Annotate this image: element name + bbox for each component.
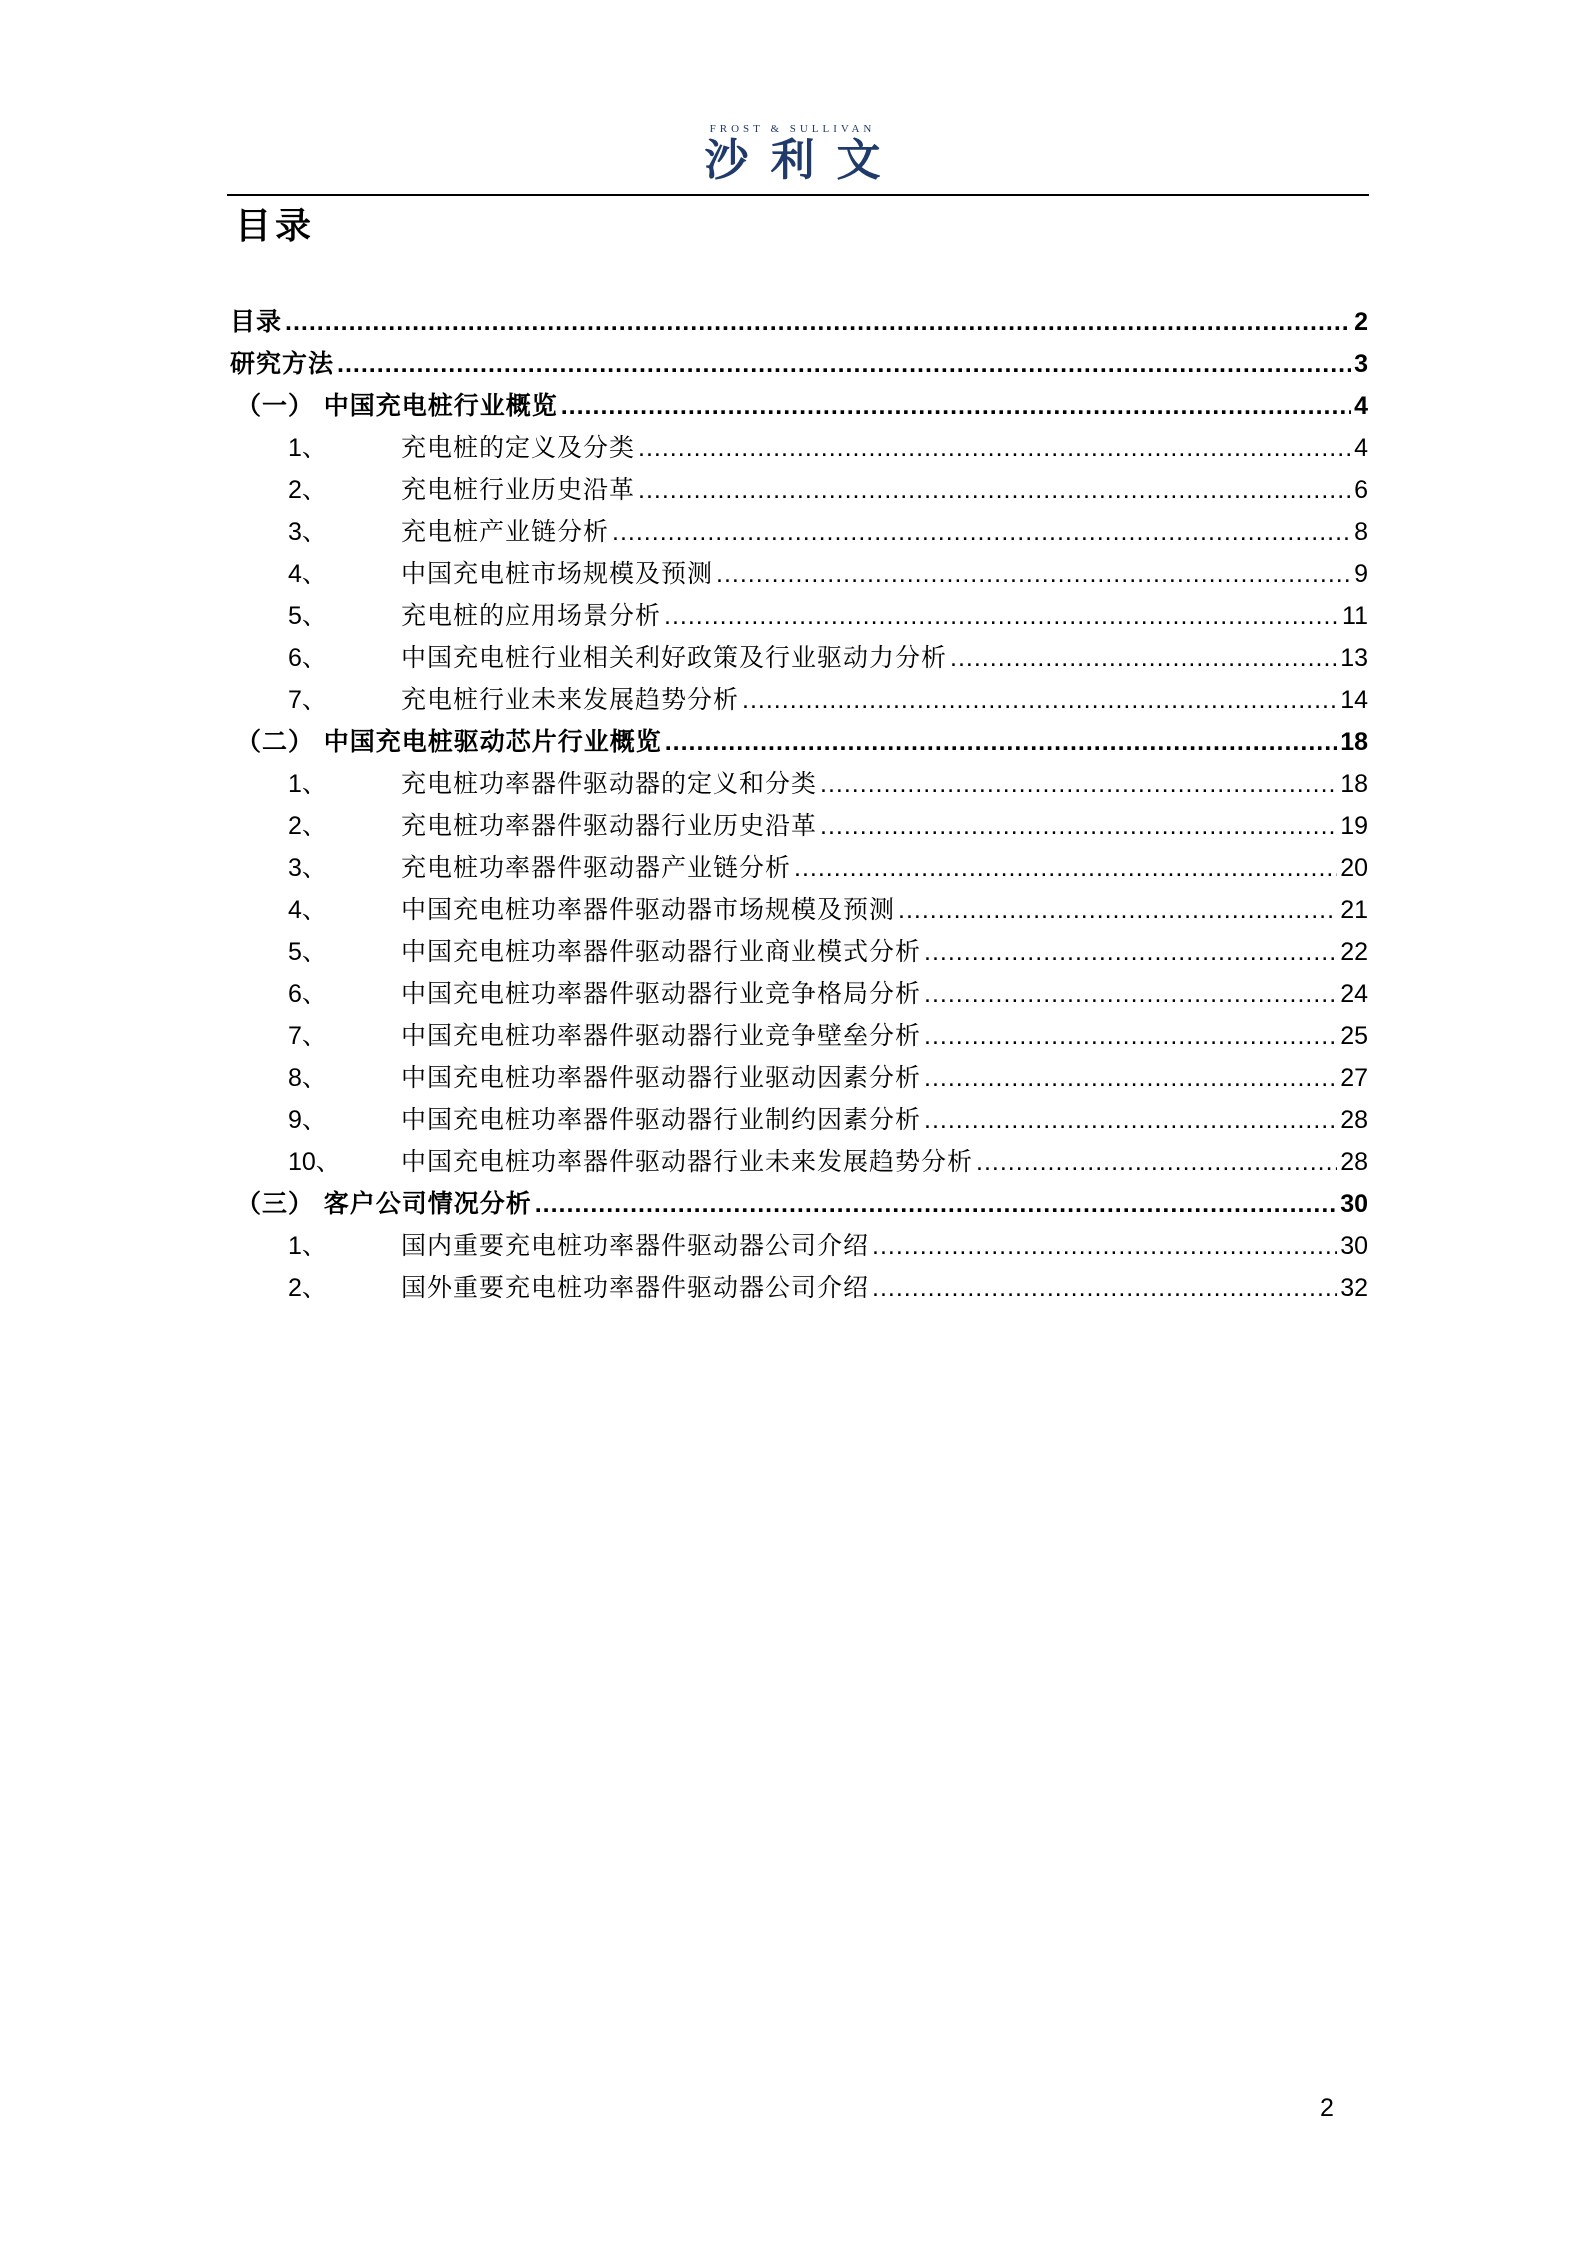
toc-entry-page: 2 xyxy=(1354,308,1368,336)
toc-entry-page: 3 xyxy=(1354,350,1368,378)
toc-entry-title: 充电桩功率器件驱动器行业历史沿革 xyxy=(401,811,818,840)
toc-entry-page: 11 xyxy=(1342,602,1368,630)
toc-entry[interactable] xyxy=(230,469,1368,511)
toc-entry-page: 28 xyxy=(1340,1148,1368,1176)
toc-entry-number: 5、 xyxy=(288,938,327,966)
toc-entry[interactable] xyxy=(230,637,1368,679)
toc-dot-leader xyxy=(872,1267,1337,1309)
toc-entry-title: 目录 xyxy=(230,307,283,336)
toc-entry-page: 18 xyxy=(1340,770,1368,798)
toc-entry-page: 30 xyxy=(1340,1190,1368,1218)
frost-sullivan-logo xyxy=(0,122,1585,186)
toc-entry[interactable] xyxy=(230,973,1368,1015)
toc-dot-leader xyxy=(612,511,1351,553)
toc-entry-title: 中国充电桩功率器件驱动器市场规模及预测 xyxy=(401,895,896,924)
toc-entry-title: （三） 客户公司情况分析 xyxy=(236,1189,532,1218)
toc-entry-page: 25 xyxy=(1340,1022,1368,1050)
toc-entry-title: 充电桩行业历史沿革 xyxy=(401,475,636,504)
toc-entry[interactable] xyxy=(230,1225,1368,1267)
toc-dot-leader xyxy=(664,595,1339,637)
toc-entry[interactable] xyxy=(230,1057,1368,1099)
toc-entry-title: 充电桩的定义及分类 xyxy=(401,433,636,462)
toc-dot-leader xyxy=(716,553,1351,595)
toc-entry-title: 充电桩产业链分析 xyxy=(401,517,610,546)
toc-entry[interactable] xyxy=(230,805,1368,847)
toc-entry-page: 28 xyxy=(1340,1106,1368,1134)
toc-entry-number: 3、 xyxy=(288,518,327,546)
toc-dot-leader xyxy=(924,1099,1337,1141)
toc-entry[interactable] xyxy=(230,385,1368,427)
toc-entry-number: 4、 xyxy=(288,896,327,924)
toc-entry-number: 1、 xyxy=(288,770,327,798)
toc-entry-number: 1、 xyxy=(288,434,327,462)
toc-entry-title: 中国充电桩功率器件驱动器行业驱动因素分析 xyxy=(401,1063,922,1092)
toc-dot-leader xyxy=(872,1225,1337,1267)
toc-entry-number: 2、 xyxy=(288,1274,327,1302)
toc-dot-leader xyxy=(924,1015,1337,1057)
toc-dot-leader xyxy=(820,763,1337,805)
toc-dot-leader xyxy=(561,385,1351,427)
toc-dot-leader xyxy=(665,721,1337,763)
toc-entry-page: 21 xyxy=(1340,896,1368,924)
toc-entry-number: 8、 xyxy=(288,1064,327,1092)
table-of-contents xyxy=(230,301,1368,1309)
logo-english-text: FROST & SULLIVAN xyxy=(709,123,876,135)
toc-entry-title: （二） 中国充电桩驱动芯片行业概览 xyxy=(236,727,662,756)
toc-entry-title: 中国充电桩功率器件驱动器行业竞争格局分析 xyxy=(401,979,922,1008)
toc-entry-title: 充电桩行业未来发展趋势分析 xyxy=(401,685,740,714)
toc-entry-title: 中国充电桩行业相关利好政策及行业驱动力分析 xyxy=(401,643,948,672)
toc-entry-page: 4 xyxy=(1354,392,1368,420)
toc-entry[interactable] xyxy=(230,343,1368,385)
toc-entry-page: 20 xyxy=(1340,854,1368,882)
toc-entry-page: 6 xyxy=(1354,476,1368,504)
toc-entry-number: 7、 xyxy=(288,1022,327,1050)
toc-entry[interactable] xyxy=(230,1141,1368,1183)
toc-entry-title: 研究方法 xyxy=(230,349,335,378)
toc-entry-page: 30 xyxy=(1340,1232,1368,1260)
toc-entry-number: 1、 xyxy=(288,1232,327,1260)
toc-entry[interactable] xyxy=(230,1015,1368,1057)
toc-dot-leader xyxy=(820,805,1337,847)
toc-entry[interactable] xyxy=(230,595,1368,637)
header-divider xyxy=(227,194,1369,196)
toc-entry-title: 国内重要充电桩功率器件驱动器公司介绍 xyxy=(401,1231,870,1260)
toc-entry[interactable] xyxy=(230,1099,1368,1141)
toc-entry-number: 2、 xyxy=(288,812,327,840)
toc-entry[interactable] xyxy=(230,427,1368,469)
logo-chinese-text: 沙利文 xyxy=(704,135,903,186)
toc-entry-title: 中国充电桩功率器件驱动器行业制约因素分析 xyxy=(401,1105,922,1134)
toc-entry-page: 4 xyxy=(1354,434,1368,462)
toc-entry[interactable] xyxy=(230,931,1368,973)
toc-dot-leader xyxy=(924,931,1337,973)
toc-entry-page: 18 xyxy=(1340,728,1368,756)
toc-entry[interactable] xyxy=(230,553,1368,595)
toc-entry-number: 2、 xyxy=(288,476,327,504)
toc-dot-leader xyxy=(535,1183,1337,1225)
toc-dot-leader xyxy=(950,637,1337,679)
toc-entry-page: 13 xyxy=(1340,644,1368,672)
toc-entry-page: 32 xyxy=(1340,1274,1368,1302)
toc-entry-title: 中国充电桩功率器件驱动器行业竞争壁垒分析 xyxy=(401,1021,922,1050)
toc-entry[interactable] xyxy=(230,721,1368,763)
toc-dot-leader xyxy=(285,301,1351,343)
toc-dot-leader xyxy=(742,679,1337,721)
toc-entry-page: 27 xyxy=(1340,1064,1368,1092)
toc-dot-leader xyxy=(898,889,1337,931)
toc-entry-page: 24 xyxy=(1340,980,1368,1008)
toc-dot-leader xyxy=(638,469,1351,511)
toc-entry-page: 9 xyxy=(1354,560,1368,588)
toc-entry-number: 9、 xyxy=(288,1106,327,1134)
toc-dot-leader xyxy=(794,847,1337,889)
toc-entry[interactable] xyxy=(230,847,1368,889)
toc-entry-title: （一） 中国充电桩行业概览 xyxy=(236,391,558,420)
page-number: 2 xyxy=(1320,2094,1334,2122)
toc-dot-leader xyxy=(924,973,1337,1015)
toc-entry-number: 5、 xyxy=(288,602,327,630)
toc-entry-page: 19 xyxy=(1340,812,1368,840)
toc-entry-number: 4、 xyxy=(288,560,327,588)
toc-entry[interactable] xyxy=(230,763,1368,805)
toc-entry-number: 7、 xyxy=(288,686,327,714)
toc-entry[interactable] xyxy=(230,511,1368,553)
toc-entry[interactable] xyxy=(230,301,1368,343)
toc-entry-title: 充电桩的应用场景分析 xyxy=(401,601,662,630)
toc-entry-number: 6、 xyxy=(288,644,327,672)
toc-entry-title: 国外重要充电桩功率器件驱动器公司介绍 xyxy=(401,1273,870,1302)
toc-dot-leader xyxy=(976,1141,1337,1183)
toc-entry-number: 3、 xyxy=(288,854,327,882)
toc-entry-number: 6、 xyxy=(288,980,327,1008)
toc-dot-leader xyxy=(638,427,1351,469)
toc-entry-title: 中国充电桩市场规模及预测 xyxy=(401,559,714,588)
toc-entry[interactable] xyxy=(230,889,1368,931)
toc-entry-number: 10、 xyxy=(288,1148,341,1176)
toc-entry[interactable] xyxy=(230,679,1368,721)
toc-dot-leader xyxy=(924,1057,1337,1099)
toc-entry[interactable] xyxy=(230,1267,1368,1309)
toc-entry-title: 充电桩功率器件驱动器产业链分析 xyxy=(401,853,792,882)
toc-entry-page: 14 xyxy=(1340,686,1368,714)
toc-entry-title: 中国充电桩功率器件驱动器行业商业模式分析 xyxy=(401,937,922,966)
toc-entry-title: 中国充电桩功率器件驱动器行业未来发展趋势分析 xyxy=(401,1147,974,1176)
toc-entry-title: 充电桩功率器件驱动器的定义和分类 xyxy=(401,769,818,798)
toc-entry-page: 8 xyxy=(1354,518,1368,546)
toc-entry[interactable] xyxy=(230,1183,1368,1225)
toc-dot-leader xyxy=(337,343,1351,385)
page-title: 目录 xyxy=(235,206,316,247)
toc-entry-page: 22 xyxy=(1340,938,1368,966)
